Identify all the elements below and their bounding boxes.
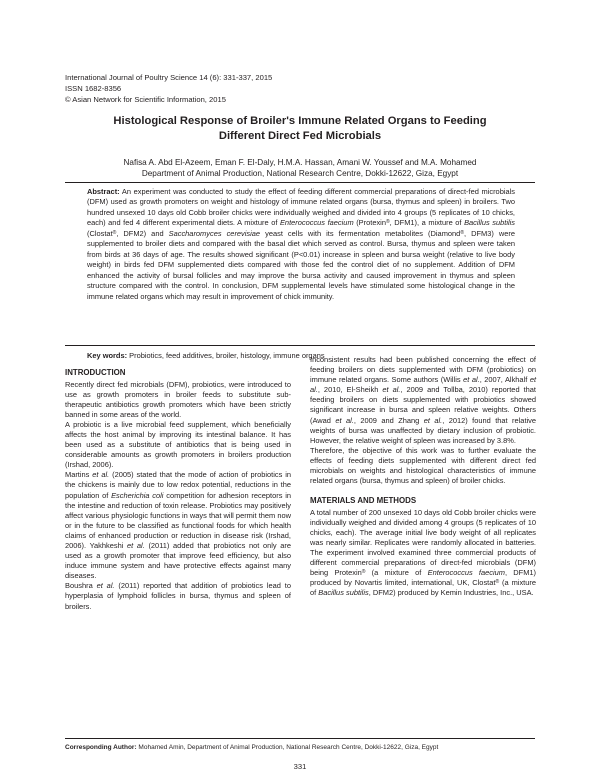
abstract-text: (Protexin bbox=[353, 218, 386, 228]
abstract-species: Saccharomyces cerevisiae bbox=[168, 228, 261, 238]
abstract-species: Bacillus subtilis bbox=[464, 218, 515, 228]
species-name: Escherichia coli bbox=[111, 490, 164, 500]
article-title bbox=[60, 114, 540, 144]
right-paragraph-1 bbox=[310, 355, 536, 446]
text: , 2009 and Zhang bbox=[353, 415, 424, 425]
text: (a mixture of bbox=[310, 578, 536, 598]
text: competition for adhesion receptors in the intestine and reduction of toxin release. Probiotics may positively affect various physiologic functions in ways that will permit them now or in the future to be classified as functional foods for which health claims of enhanced production or reduction in disease risk (Irshad, 2006). Yakhkeshi bbox=[65, 490, 291, 550]
right-paragraph-2: Therefore, the objective of this work was to further evaluate the effects of feeding diets supplemented with different direct fed microbials on weights and histological characteristics of immune related organs (bursa, thymus and spleen) of broiler chicks. bbox=[310, 445, 536, 486]
journal-header bbox=[65, 72, 272, 105]
abstract-label: Abstract: bbox=[87, 187, 120, 196]
intro-paragraph-4 bbox=[65, 581, 291, 611]
text: , 2007, Alkhalf bbox=[479, 375, 530, 385]
left-column bbox=[65, 368, 291, 612]
corresponding-author-label: Corresponding Author: bbox=[65, 744, 137, 751]
introduction-heading: INTRODUCTION bbox=[65, 368, 126, 377]
text: Martins bbox=[65, 470, 93, 480]
intro-paragraph-1: Recently direct fed microbials (DFM), probiotics, were introduced to use as growth promoters in broiler feeds to substitute sub-therapeutic antibiotics growth promoters which have been strictly banned in some areas of the world. bbox=[65, 379, 291, 419]
et-al: et al. bbox=[423, 415, 443, 425]
text: (2011) reported that addition of probiotics lead to hyperplasia of lymphoid follicles in bursa, thymus and spleen of broilers. bbox=[65, 581, 292, 611]
abstract-text: (Clostat bbox=[87, 228, 113, 238]
journal-citation: International Journal of Poultry Science 14 (6): 331-337, 2015 bbox=[65, 73, 273, 82]
registered-mark: ® bbox=[112, 229, 117, 236]
registered-mark: ® bbox=[361, 569, 366, 576]
species-name: Bacillus subtilis bbox=[318, 588, 369, 598]
keywords-text: Probiotics, feed additives, broiler, histology, immune organs bbox=[127, 351, 325, 360]
text: , 2012) found that relative weights of bursa was unaffected by dietary inclusion of probiotic. However, the relative weight of spleen was increased by 3.8%. bbox=[310, 415, 537, 445]
text: (2005) stated that the mode of action of probiotics in the chickens is mainly due to low redox potential, reductions in the population of bbox=[65, 470, 292, 500]
footer-rule bbox=[65, 738, 535, 739]
et-al: et al. bbox=[310, 375, 537, 395]
author-affiliation: Department of Animal Production, National Research Centre, Dokki-12622, Giza, Egypt bbox=[141, 169, 459, 178]
abstract-species: Enterococcus faecium bbox=[279, 218, 354, 228]
corresponding-author bbox=[65, 743, 438, 752]
registered-mark: ® bbox=[385, 219, 390, 226]
keywords-rule bbox=[65, 345, 535, 346]
journal-issn: ISSN 1682-8356 bbox=[65, 84, 122, 93]
author-names: Nafisa A. Abd El-Azeem, Eman F. El-Daly, H.M.A. Hassan, Amani W. Youssef and M.A. Mohamed bbox=[123, 158, 477, 167]
text: , 2009 and Tollba, 2010) reported that feeding broilers on diets supplemented with probiotics showed significant increase in bursa and spleen relative weights. Others (Awad bbox=[310, 385, 536, 425]
abstract-text: yeast cells with its fermentation metabolites (Diamond bbox=[260, 228, 461, 238]
et-al: et al. bbox=[335, 415, 354, 425]
journal-copyright: © Asian Network for Scientific Information, 2015 bbox=[65, 95, 226, 104]
text: , 2010, El-Sheikh bbox=[317, 385, 383, 395]
abstract-text: An experiment was conducted to study the effect of feeding different commercial preparations of direct-fed microbials (DFM) used as growth promoters on weight and histology of immune related organs (bursa, thymus and spleen) in broilers. Two hundred unsexed 10 days old Cobb broiler chicks were individually weighed and divided into 4 groups (5 replicates of 10 chicks, each) and fed 4 different experimental diets. A mixture of bbox=[87, 187, 515, 228]
abstract-text: , DFM2) and bbox=[116, 228, 169, 238]
intro-paragraph-3 bbox=[65, 470, 291, 581]
intro-paragraph-2: A probiotic is a live microbial feed supplement, which beneficially affects the host animal by improving its intestinal balance. It has been used as a substitute of antibiotics that is being used in considerable amounts as growth promoters in broilers production (Irshad, 2006). bbox=[65, 419, 291, 470]
text: (a mixture of bbox=[365, 568, 428, 578]
article-title-line-2: Different Direct Fed Microbials bbox=[218, 130, 382, 142]
et-al: et al. bbox=[92, 470, 110, 480]
et-al: et al. bbox=[463, 375, 480, 385]
text: Inconsistent results had been published concerning the effect of feeding broilers on diets supplemented with DFM (probiotics) on immune related organs. Some authors (Willis bbox=[310, 355, 536, 385]
text: A total number of 200 unsexed 10 days old Cobb broiler chicks were individually weighed and divided among 4 groups (5 replicates of 10 chicks, each). The average initial live body weight of all replicates was nearly similar. Replicates were randomly allocated in batteries. The experiment involved examined three commercial products of different commercial preparations of direct-fed microbials (DFM) being Protexin bbox=[310, 507, 536, 578]
keywords-label: Key words: bbox=[87, 351, 128, 360]
et-al: et al. bbox=[382, 385, 401, 395]
species-name: Enterococcus faecium bbox=[427, 568, 505, 578]
corresponding-author-text: Mohamed Amin, Department of Animal Production, National Research Centre, Dokki-12622, Giza, Egypt bbox=[136, 744, 439, 751]
article-title-line-1: Histological Response of Broiler's Immune Related Organs to Feeding bbox=[113, 115, 487, 127]
text: Boushra bbox=[65, 581, 97, 591]
abstract-text: , DFM3) were supplemented to broiler diets and compared with the basal diet which served as control. Bursa, thymus and spleen were taken from birds at 36 days of age. The results showed significant (P<0.01) increase in spleen and bursa weight (relative to live body weight) in birds fed DFM supplemented diets compared with those fed the control diet of no supplement. Addition of DFM enhanced the activity of bursal follicles and may improve the bursa activity and caused improvement in thymus and spleen structure compared with the control. In conclusion, DFM supplemental levels have stimulated some histological change in the immune related organs which may result in improvement of chick immunity. bbox=[87, 228, 515, 301]
page-number: 331 bbox=[293, 762, 307, 771]
abstract bbox=[87, 187, 515, 302]
author-block bbox=[60, 157, 540, 179]
text: , DFM2) produced by Kemin Industries, Inc., USA. bbox=[368, 588, 534, 598]
registered-mark: ® bbox=[460, 229, 464, 236]
text: , DFM1) produced by Novartis limited, international, UK, Clostat bbox=[310, 568, 537, 588]
et-al: et al. bbox=[127, 541, 145, 550]
materials-methods-heading: MATERIALS AND METHODS bbox=[310, 496, 417, 506]
methods-paragraph-1 bbox=[310, 508, 536, 599]
et-al: et al. bbox=[96, 581, 115, 591]
abstract-top-rule bbox=[65, 182, 535, 183]
text: (2011) added that probiotics not only are used as a growth promoter that improve feed efficiency, but also induce immune system and have protective effects against many diseases. bbox=[65, 541, 292, 581]
right-column bbox=[310, 355, 536, 599]
registered-mark: ® bbox=[495, 579, 500, 586]
abstract-text: , DFM1), a mixture of bbox=[389, 218, 465, 228]
